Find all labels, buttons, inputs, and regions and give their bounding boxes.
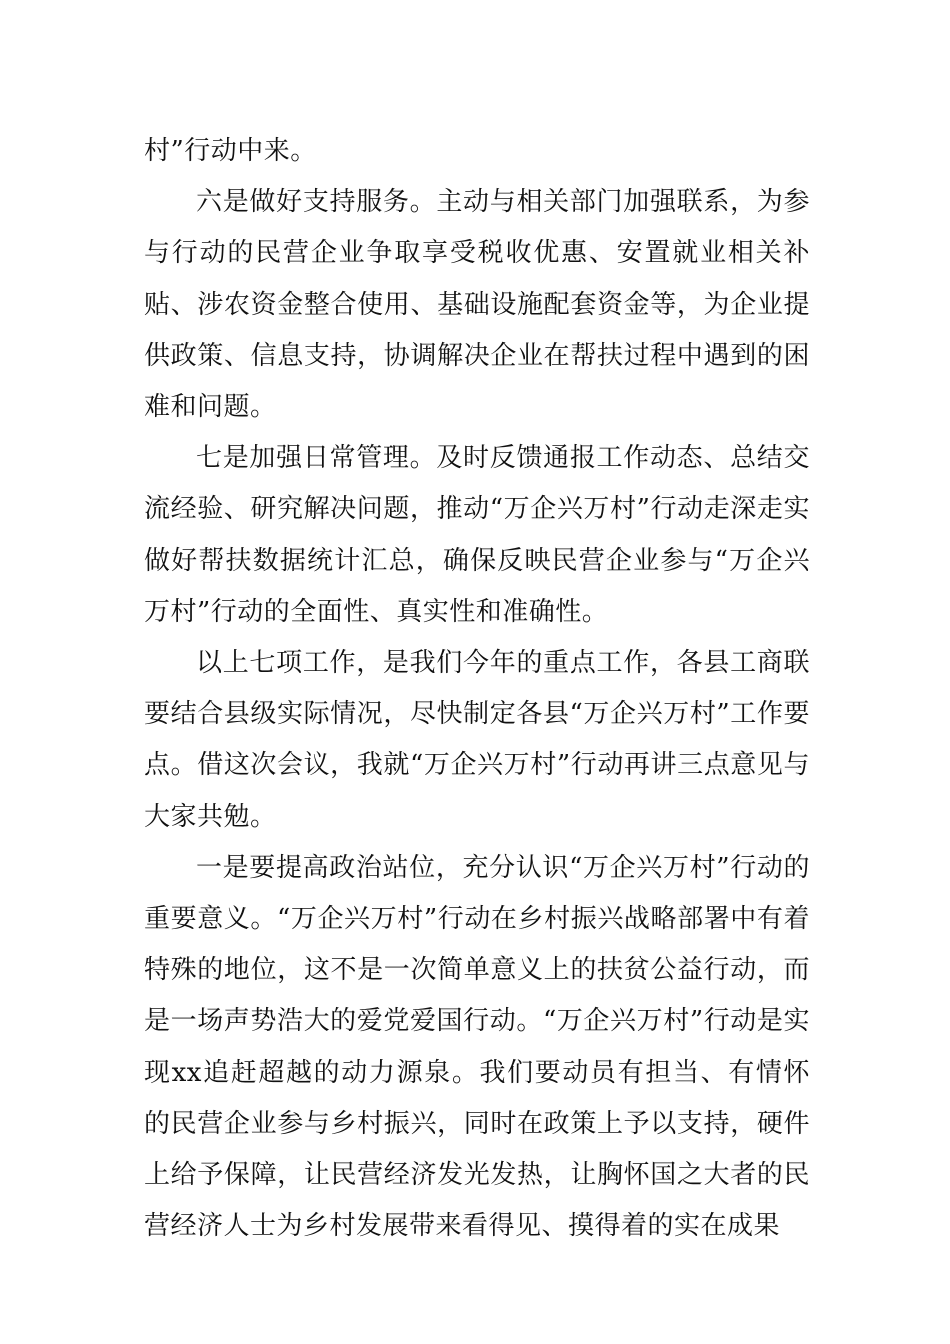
paragraph-political-stance: 一是要提高政治站位，充分认识“万企兴万村”行动的重要意义。“万企兴万村”行动在乡村振兴战略部署中有着特殊的地位，这不是一次简单意义上的扶贫公益行动，而是一场声势浩大的爱党爱国行动。“万企兴万村”行动是实现xx追赶超越的动力源泉。我们要动员有担当、有情怀的民营企业参与乡村振兴，同时在政策上予以支持，硬件上给予保障，让民营经济发光发热，让胸怀国之大者的民营经济人士为乡村发展带来看得见、摸得着的实在成果 — [144, 852, 810, 1242]
paragraph-daily-management: 七是加强日常管理。及时反馈通报工作动态、总结交流经验、研究解决问题，推动“万企兴万村”行动走深走实做好帮扶数据统计汇总，确保反映民营企业参与“万企兴万村”行动的全面性、真实性和准确性。 — [144, 443, 810, 627]
paragraph-continuation: 村”行动中来。 — [144, 136, 317, 166]
document-body — [144, 126, 810, 1252]
paragraph-support-services: 六是做好支持服务。主动与相关部门加强联系，为参与行动的民营企业争取享受税收优惠、安置就业相关补贴、涉农资金整合使用、基础设施配套资金等，为企业提供政策、信息支持，协调解决企业在帮扶过程中遇到的困难和问题。 — [144, 187, 810, 423]
paragraph-summary: 以上七项工作，是我们今年的重点工作，各县工商联要结合县级实际情况，尽快制定各县“万企兴万村”工作要点。借这次会议，我就“万企兴万村”行动再讲三点意见与大家共勉。 — [144, 648, 810, 832]
